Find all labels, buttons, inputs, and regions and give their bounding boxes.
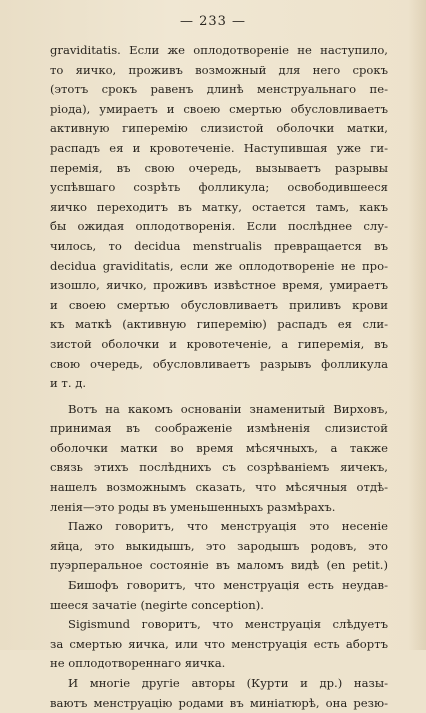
text-line: не оплодотвореннаго яичка. — [50, 656, 226, 671]
text-line: чилось, то decidua menstrualis превращается въ — [50, 238, 388, 253]
page-number: — 233 — — [179, 14, 247, 29]
text-line: то яичко, проживъ возможный для него срокъ — [50, 62, 388, 77]
text-line: ленія—это роды въ уменьшенныхъ размѣрахъ. — [50, 499, 336, 514]
text-line: связь этихъ послѣднихъ съ созрѣваніемъ яичекъ, — [50, 460, 388, 475]
text-line: изошло, яичко, проживъ извѣстное время, умираетъ — [50, 278, 388, 293]
text-line: яичко переходитъ въ матку, остается тамъ, какъ — [50, 199, 388, 214]
page-edge-shadow — [408, 0, 426, 650]
text-line: свою очередь, обусловливаетъ разрывъ фолликула — [50, 356, 388, 371]
text-line: Бишофъ говоритъ, что менструація есть неудав- — [68, 578, 388, 593]
text-line: и т. д. — [50, 376, 87, 391]
text-line: зистой оболочки и кровотеченіе, а гиперемія, въ — [50, 336, 388, 351]
text-line: распадъ ея и кровотеченіе. Наступившая ужe ги- — [50, 140, 388, 155]
text-line: принимая въ соображеніе измѣненія слизистой — [50, 421, 388, 436]
text-line: активную гиперемію слизистой оболочки матки, — [50, 121, 388, 136]
text-line: graviditatis. Если же оплодотвореніе не наступило, — [50, 43, 388, 57]
text-line: перемія, въ свою очередь, вызываетъ разрывы — [50, 160, 388, 175]
text-line: пуэрперальное состояніе въ маломъ видѣ (en petit.) — [50, 558, 388, 573]
text-line: бы ожидая оплодотворенія. Если послѣднее слу- — [50, 219, 388, 234]
text-line: ваютъ менструацію родами въ миніатюрѣ, она резю- — [50, 695, 388, 710]
text-line: яйца, это выкидышъ, это зародышъ родовъ, это — [50, 538, 388, 553]
text-line: Вотъ на какомъ основаніи знаменитый Вирховъ, — [68, 401, 388, 416]
text-line: за смертью яичка, или что менструація есть абортъ — [50, 636, 388, 651]
text-line: успѣвшаго созрѣть фолликула; освободившееся — [50, 180, 388, 195]
text-line: И многіе другіе авторы (Курти и др.) назы- — [68, 676, 388, 690]
text-line: Sigismund говоритъ, что менструація слѣдуетъ — [68, 617, 388, 632]
body-text — [50, 41, 388, 713]
text-line: decidua graviditatis, если же оплодотвореніе не про- — [50, 258, 388, 273]
text-line: шееся зачатіе (negirte conception). — [50, 597, 264, 612]
text-line: къ маткѣ (активную гиперемію) распадъ ея сли- — [50, 317, 388, 332]
text-line: и своею смертью обусловливаетъ приливъ крови — [50, 297, 388, 312]
text-line: оболочки матки во время мѣсячныхъ, а также — [50, 440, 388, 455]
text-line: нашелъ возможнымъ сказать, что мѣсячныя отдѣ- — [50, 480, 388, 495]
text-line: ріода), умираетъ и своею смертью обусловливаетъ — [50, 101, 388, 116]
text-line: Пажо говоритъ, что менструація это несеніе — [68, 519, 388, 534]
text-line: (этотъ срокъ равенъ длинѣ менструальнаго пе- — [50, 82, 388, 97]
